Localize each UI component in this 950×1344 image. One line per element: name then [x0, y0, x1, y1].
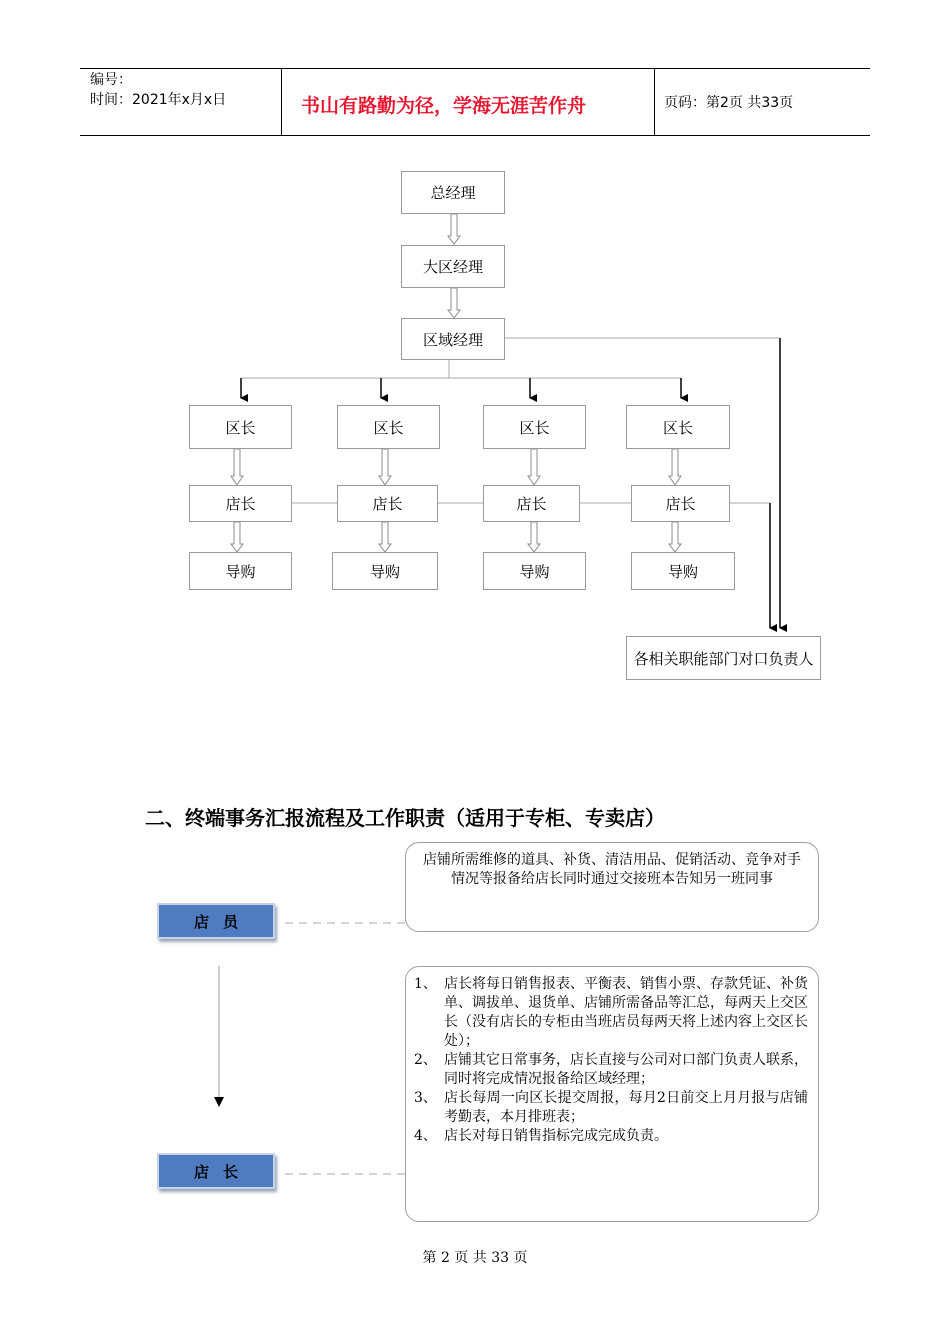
- area-manager-box: 区域经理: [401, 318, 505, 360]
- header-time-label: 时间：2021年x月x日: [90, 92, 227, 108]
- general-manager-box: 总经理: [401, 171, 505, 214]
- shopping-guide-box: 导购: [631, 552, 735, 590]
- shopping-guide-box: 导购: [483, 552, 586, 590]
- duty-text: 店长将每日销售报表、平衡表、销售小票、存款凭证、补货单、调拔单、退货单、店铺所需备品等汇总，每两天上交区长（没有店长的专柜由当班店员每两天将上述内容上交区长处）；: [444, 976, 808, 1049]
- manager-role-box: 店长: [157, 1153, 275, 1189]
- clerk-note: 店铺所需维修的道具、补货、清洁用品、促销活动、竞争对手情况等报备给店长同时通过交接班本告知另一班同事: [405, 842, 819, 932]
- duty-number: 4、: [414, 1128, 437, 1144]
- duty-item: [414, 1051, 808, 1089]
- duty-text: 店铺其它日常事务，店长直接与公司对口部门负责人联系，同时将完成情况报备给区域经理；: [444, 1052, 808, 1087]
- regional-manager-box: 大区经理: [401, 245, 505, 288]
- departments-box: 各相关职能部门对口负责人: [626, 636, 821, 680]
- hollow-arrow-icon: [231, 522, 243, 552]
- duty-number: 3、: [414, 1090, 437, 1106]
- hollow-arrow-icon: [379, 522, 391, 552]
- district-head-box: 区长: [189, 405, 292, 449]
- duty-text: 店长每周一向区长提交周报，每月2日前交上月月报与店铺考勤表，本月排班表；: [444, 1090, 808, 1125]
- duty-item: [414, 1089, 808, 1127]
- header-motto: 书山有路勤为径，学海无涯苦作舟: [301, 95, 587, 117]
- clerk-role-box: 店员: [157, 903, 275, 939]
- hollow-arrow-icon: [231, 449, 243, 485]
- duty-number: 1、: [414, 976, 437, 992]
- hollow-arrow-icon: [448, 288, 460, 318]
- store-manager-box: 店长: [189, 485, 292, 522]
- hollow-arrow-icon: [669, 449, 681, 485]
- hollow-arrow-icon: [528, 522, 540, 552]
- duty-item: [414, 1127, 808, 1146]
- hollow-arrow-icon: [379, 449, 391, 485]
- page-footer: 第 2 页 共 33 页: [422, 1250, 528, 1266]
- hollow-arrow-icon: [528, 449, 540, 485]
- arrow-down-icon: [214, 1097, 224, 1107]
- store-manager-box: 店长: [631, 485, 730, 522]
- district-head-box: 区长: [337, 405, 440, 449]
- header-number-label: 编号：: [90, 72, 132, 88]
- shopping-guide-box: 导购: [189, 552, 292, 590]
- district-head-box: 区长: [483, 405, 586, 449]
- hollow-arrow-icon: [448, 214, 460, 244]
- duty-text: 店长对每日销售指标完成完成负责。: [444, 1128, 668, 1144]
- header-page-info: 页码：第2页 共33页: [664, 95, 794, 111]
- district-head-box: 区长: [626, 405, 730, 449]
- duty-item: [414, 975, 808, 1051]
- shopping-guide-box: 导购: [332, 552, 438, 590]
- section-title: 二、终端事务汇报流程及工作职责（适用于专柜、专卖店）: [145, 806, 665, 830]
- duty-number: 2、: [414, 1052, 437, 1068]
- manager-duties-note: [405, 966, 819, 1222]
- store-manager-box: 店长: [483, 485, 580, 522]
- hollow-arrow-icon: [669, 522, 681, 552]
- store-manager-box: 店长: [337, 485, 438, 522]
